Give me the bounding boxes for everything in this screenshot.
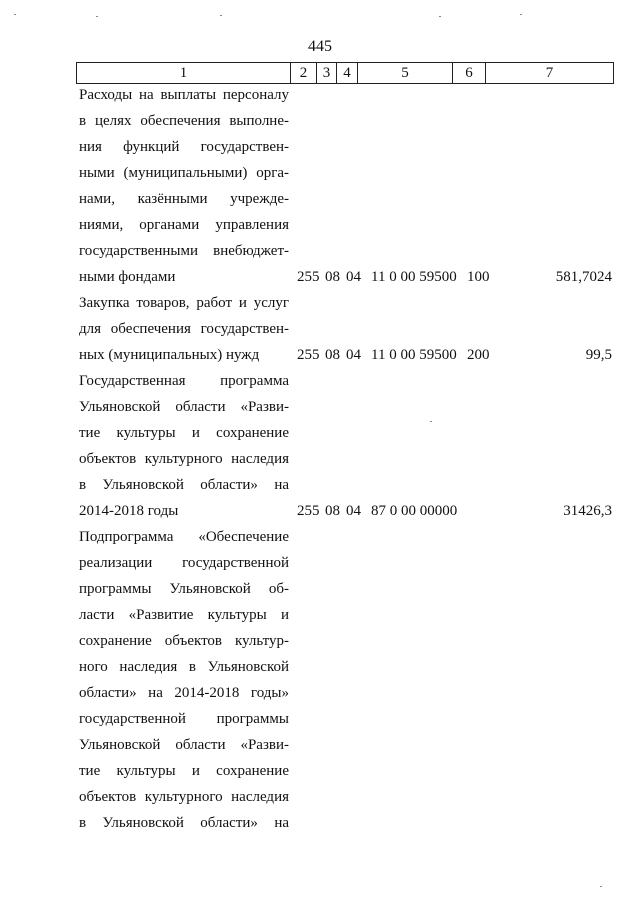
target-article-code: 11 0 00 59500 <box>371 269 457 285</box>
description-line: программы Ульяновской об- <box>79 581 289 597</box>
row-values <box>0 342 640 368</box>
description-line: ного наследия в Ульяновской <box>79 659 289 675</box>
column-header-1: 1 <box>77 63 291 84</box>
description-line: объектов культурного наследия <box>79 789 289 805</box>
description-line: Государственная программа <box>79 373 289 389</box>
description-line: государственными внебюджет- <box>79 243 289 259</box>
scan-speck <box>220 15 222 16</box>
expense-type-code: 200 <box>467 347 490 363</box>
section-code: 08 <box>325 503 340 519</box>
description-line: ния функций государствен- <box>79 139 289 155</box>
description-line: Подпрограмма «Обеспечение <box>79 529 289 545</box>
row-description <box>79 524 289 836</box>
subsection-code: 04 <box>346 503 361 519</box>
subsection-code: 04 <box>346 347 361 363</box>
section-code: 08 <box>325 347 340 363</box>
ministry-code: 255 <box>297 503 320 519</box>
scan-speck <box>600 886 602 887</box>
description-line: государственной программы <box>79 711 289 727</box>
column-header-4: 4 <box>337 63 358 84</box>
expense-type-code: 100 <box>467 269 490 285</box>
scan-speck <box>96 16 98 17</box>
section-code: 08 <box>325 269 340 285</box>
target-article-code: 87 0 00 00000 <box>371 503 458 519</box>
column-header-row <box>76 62 614 84</box>
description-line: в Ульяновской области» на <box>79 477 289 493</box>
subsection-code: 04 <box>346 269 361 285</box>
amount: 31426,3 <box>563 503 612 519</box>
description-line: ласти «Развитие культуры и <box>79 607 289 623</box>
description-line: ных (муниципальных) нужд <box>79 347 260 363</box>
description-line: ными (муниципальными) орга- <box>79 165 289 181</box>
scan-speck <box>520 14 522 15</box>
row-description <box>79 82 289 290</box>
description-line: области» на 2014-2018 годы» <box>79 685 289 701</box>
amount: 581,7024 <box>555 269 612 285</box>
column-header-3: 3 <box>317 63 337 84</box>
description-line: в целях обеспечения выполне- <box>79 113 289 129</box>
column-header-2: 2 <box>291 63 317 84</box>
column-header-6: 6 <box>453 63 486 84</box>
scan-speck <box>430 421 432 422</box>
scan-speck <box>14 14 16 15</box>
ministry-code: 255 <box>297 347 320 363</box>
description-line: Ульяновской области «Разви- <box>79 399 289 415</box>
description-line: 2014-2018 годы <box>79 503 179 519</box>
description-line: сохранение объектов культур- <box>79 633 289 649</box>
scan-speck <box>439 16 441 17</box>
description-line: Ульяновской области «Разви- <box>79 737 289 753</box>
description-line: нами, казёнными учрежде- <box>79 191 289 207</box>
description-line: тие культуры и сохранение <box>79 425 289 441</box>
row-values <box>0 498 640 524</box>
description-line: ными фондами <box>79 269 176 285</box>
description-line: для обеспечения государствен- <box>79 321 289 337</box>
description-line: в Ульяновской области» на <box>79 815 289 831</box>
description-line: тие культуры и сохранение <box>79 763 289 779</box>
row-values <box>0 264 640 290</box>
amount: 99,5 <box>585 347 612 363</box>
target-article-code: 11 0 00 59500 <box>371 347 457 363</box>
ministry-code: 255 <box>297 269 320 285</box>
page-number: 445 <box>308 38 332 55</box>
column-header-7: 7 <box>486 63 614 84</box>
description-line: объектов культурного наследия <box>79 451 289 467</box>
column-header-5: 5 <box>358 63 453 84</box>
description-line: Расходы на выплаты персоналу <box>79 87 289 103</box>
description-line: Закупка товаров, работ и услуг <box>79 295 289 311</box>
description-line: реализации государственной <box>79 555 289 571</box>
description-line: ниями, органами управления <box>79 217 289 233</box>
